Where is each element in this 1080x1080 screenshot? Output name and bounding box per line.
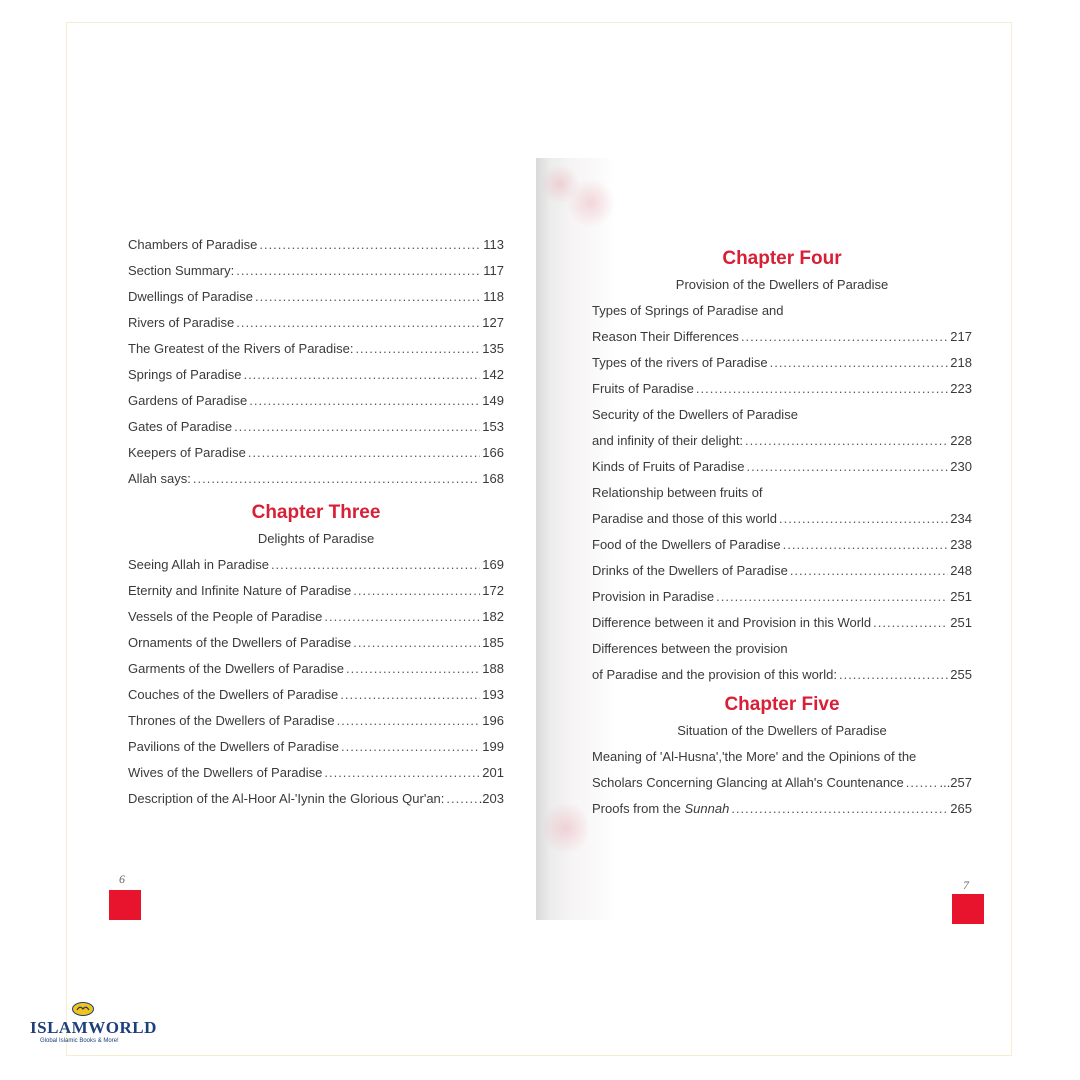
- toc-entry: [592, 324, 972, 350]
- chapter-three-subtitle: Delights of Paradise: [257, 531, 375, 546]
- toc-entry: [592, 558, 972, 584]
- toc-entry: [592, 662, 972, 688]
- toc-entry: [128, 604, 504, 630]
- dot-leader: [271, 552, 480, 578]
- right-red-tab: [952, 894, 984, 924]
- toc-entry-title: Provision in Paradise: [592, 589, 715, 604]
- toc-entry-title: Chambers of Paradise: [128, 237, 258, 252]
- left-page-number: 6: [119, 872, 125, 886]
- toc-entry-title: Types of the rivers of Paradise: [592, 355, 768, 370]
- spine-stain: [566, 178, 616, 228]
- toc-entry-title: Pavilions of the Dwellers of Paradise: [128, 739, 339, 754]
- toc-entry-title: Food of the Dwellers of Paradise: [592, 537, 781, 552]
- toc-entry-page: 169: [482, 557, 504, 572]
- toc-entry: [592, 350, 972, 376]
- dot-leader: [337, 708, 481, 734]
- toc-entry-title: Drinks of the Dwellers of Paradise: [592, 563, 788, 578]
- toc-entry-page: 127: [482, 315, 504, 330]
- toc-entry-page: 251: [950, 589, 972, 604]
- toc-entry-page: 117: [483, 263, 504, 278]
- toc-entry-page: ...257: [939, 775, 972, 790]
- dot-leader: [741, 324, 948, 350]
- toc-entry-page: 135: [482, 341, 504, 356]
- dot-leader: [341, 734, 480, 760]
- toc-entry-title: Vessels of the People of Paradise: [128, 609, 323, 624]
- toc-entry-page: 265: [950, 801, 972, 816]
- toc-entry-page: 188: [482, 661, 504, 676]
- dot-leader: [355, 336, 480, 362]
- toc-entry-title: Dwellings of Paradise: [128, 289, 254, 304]
- toc-entry: [128, 656, 504, 682]
- dot-leader: [255, 284, 481, 310]
- toc-entry-title: The Greatest of the Rivers of Paradise:: [128, 341, 354, 356]
- toc-entry-title: Fruits of Paradise: [592, 381, 694, 396]
- toc-entry-title-prefix: Proofs from the: [592, 801, 685, 816]
- toc-entry-title: and infinity of their delight:: [592, 433, 744, 448]
- toc-entry-page: 142: [482, 367, 504, 382]
- toc-entry: [128, 552, 504, 578]
- toc-entry-title: Description of the Al-Hoor Al-'Iynin the Glorious Qur'an:: [128, 791, 445, 806]
- toc-entry-page: 168: [482, 471, 504, 486]
- toc-entry-title: Allah says:: [128, 471, 191, 486]
- toc-entry-title: Reason Their Differences: [592, 329, 739, 344]
- toc-entry: [592, 796, 972, 822]
- toc-entry-page: 230: [950, 459, 972, 474]
- toc-entry: [128, 310, 504, 336]
- toc-entry-page: 113: [483, 237, 504, 252]
- toc-line: Security of the Dwellers of Paradise: [592, 407, 798, 422]
- dot-leader: [746, 454, 948, 480]
- dot-leader: [446, 786, 476, 812]
- chapter-five-subtitle: Situation of the Dwellers of Paradise: [677, 723, 887, 738]
- toc-entry-title: Seeing Allah in Paradise: [128, 557, 269, 572]
- logo-tagline: Global Islamic Books & More!: [40, 1038, 119, 1044]
- toc-entry-title: of Paradise and the provision of this world:: [592, 667, 837, 682]
- dot-leader: [716, 584, 948, 610]
- right-page-number: 7: [963, 878, 969, 892]
- toc-entry-page: 238: [950, 537, 972, 552]
- toc-entry: [592, 506, 972, 532]
- toc-entry-page: 166: [482, 445, 504, 460]
- toc-entry: [128, 682, 504, 708]
- toc-entry-page: 196: [482, 713, 504, 728]
- toc-line: Relationship between fruits of: [592, 485, 763, 500]
- chapter-four-subtitle: Provision of the Dwellers of Paradise: [675, 277, 889, 292]
- toc-entry: [128, 414, 504, 440]
- toc-entry-title: Wives of the Dwellers of Paradise: [128, 765, 323, 780]
- toc-entry: [128, 734, 504, 760]
- spine-stain: [544, 798, 588, 858]
- toc-entry: [128, 258, 504, 284]
- toc-line: Meaning of 'Al-Husna','the More' and the Opinions of the: [592, 749, 917, 764]
- toc-entry-page: 199: [482, 739, 504, 754]
- dot-leader: [340, 682, 480, 708]
- logo-wordmark: ISLAMWORLD: [30, 1018, 157, 1037]
- dot-leader: [248, 440, 481, 466]
- toc-entry-page: 193: [482, 687, 504, 702]
- toc-entry: [128, 362, 504, 388]
- dot-leader: [353, 578, 480, 604]
- toc-entry-title: Thrones of the Dwellers of Paradise: [128, 713, 335, 728]
- dot-leader: [731, 796, 948, 822]
- toc-entry-title: Scholars Concerning Glancing at Allah's Countenance: [592, 775, 904, 790]
- toc-entry: [128, 284, 504, 310]
- toc-entry-title: Keepers of Paradise: [128, 445, 246, 460]
- dot-leader: [745, 428, 948, 454]
- dot-leader: [346, 656, 480, 682]
- left-page: [128, 232, 504, 812]
- dot-leader: [324, 604, 480, 630]
- toc-entry: [128, 760, 504, 786]
- toc-entry-title: [592, 796, 729, 822]
- toc-entry-title: Rivers of Paradise: [128, 315, 235, 330]
- toc-entry: [128, 440, 504, 466]
- toc-entry-title-italic: Sunnah: [684, 801, 730, 816]
- dot-leader: [873, 610, 948, 636]
- toc-entry-page: 234: [950, 511, 972, 526]
- toc-entry-title: Garments of the Dwellers of Paradise: [128, 661, 345, 676]
- toc-entry-page: 251: [950, 615, 972, 630]
- toc-entry-title: Ornaments of the Dwellers of Paradise: [128, 635, 352, 650]
- chapter-three-heading: Chapter Three: [251, 502, 381, 523]
- toc-entry-page: 153: [482, 419, 504, 434]
- dot-leader: [259, 232, 481, 258]
- toc-entry: [128, 630, 504, 656]
- toc-entry-page: 248: [950, 563, 972, 578]
- toc-entry: [128, 336, 504, 362]
- toc-entry-title: Gardens of Paradise: [128, 393, 248, 408]
- toc-entry: [592, 532, 972, 558]
- dot-leader: [353, 630, 480, 656]
- toc-entry-title: Difference between it and Provision in this World: [592, 615, 872, 630]
- dot-leader: [193, 466, 480, 492]
- toc-entry-title: Kinds of Fruits of Paradise: [592, 459, 745, 474]
- toc-entry: [592, 584, 972, 610]
- dot-leader: [779, 506, 948, 532]
- toc-entry: [592, 610, 972, 636]
- toc-entry-title: Eternity and Infinite Nature of Paradise: [128, 583, 352, 598]
- toc-line: Types of Springs of Paradise and: [592, 303, 784, 318]
- toc-entry: [128, 786, 504, 812]
- toc-entry: [592, 428, 972, 454]
- left-red-tab: [109, 890, 141, 920]
- chapter-five-heading: Chapter Five: [724, 694, 840, 715]
- toc-list-chapter-three: [128, 552, 504, 812]
- dot-leader: [249, 388, 480, 414]
- logo-emblem-icon: [72, 1002, 94, 1016]
- dot-leader: [234, 414, 480, 440]
- dot-leader: [783, 532, 949, 558]
- dot-leader: [243, 362, 480, 388]
- toc-entry-page: 223: [950, 381, 972, 396]
- dot-leader: [324, 760, 480, 786]
- toc-entry-page: 118: [483, 289, 504, 304]
- toc-entry-page: 255: [950, 667, 972, 682]
- toc-entry-title: Springs of Paradise: [128, 367, 242, 382]
- toc-entry-page: 218: [950, 355, 972, 370]
- toc-entry: [592, 454, 972, 480]
- toc-entry: [128, 708, 504, 734]
- toc-entry-title: Couches of the Dwellers of Paradise: [128, 687, 339, 702]
- toc-entry-page: 185: [482, 635, 504, 650]
- toc-entry-page: 172: [482, 583, 504, 598]
- toc-line: Differences between the provision: [592, 641, 788, 656]
- toc-entry-page: 201: [482, 765, 504, 780]
- right-page: [592, 246, 972, 822]
- dot-leader: [770, 350, 949, 376]
- toc-entry-page: 217: [950, 329, 972, 344]
- toc-entry-page: 149: [482, 393, 504, 408]
- toc-entry: [128, 232, 504, 258]
- dot-leader: [236, 258, 481, 284]
- toc-entry-title: Section Summary:: [128, 263, 235, 278]
- chapter-four-heading: Chapter Four: [722, 248, 842, 269]
- dot-leader: [839, 662, 948, 688]
- toc-list-top: [128, 232, 504, 492]
- toc-entry: [128, 466, 504, 492]
- toc-entry: [128, 578, 504, 604]
- dot-leader: [696, 376, 948, 402]
- dot-leader: [790, 558, 948, 584]
- dot-leader: [236, 310, 480, 336]
- toc-entry-page: 182: [482, 609, 504, 624]
- dot-leader: [906, 770, 938, 796]
- toc-entry: [128, 388, 504, 414]
- toc-entry-page: .203: [478, 791, 504, 806]
- toc-entry-title: Gates of Paradise: [128, 419, 233, 434]
- toc-entry: [592, 376, 972, 402]
- toc-entry-title: Paradise and those of this world: [592, 511, 777, 526]
- toc-entry: [592, 770, 972, 796]
- toc-entry-page: 228: [950, 433, 972, 448]
- islamworld-logo: [30, 1002, 160, 1046]
